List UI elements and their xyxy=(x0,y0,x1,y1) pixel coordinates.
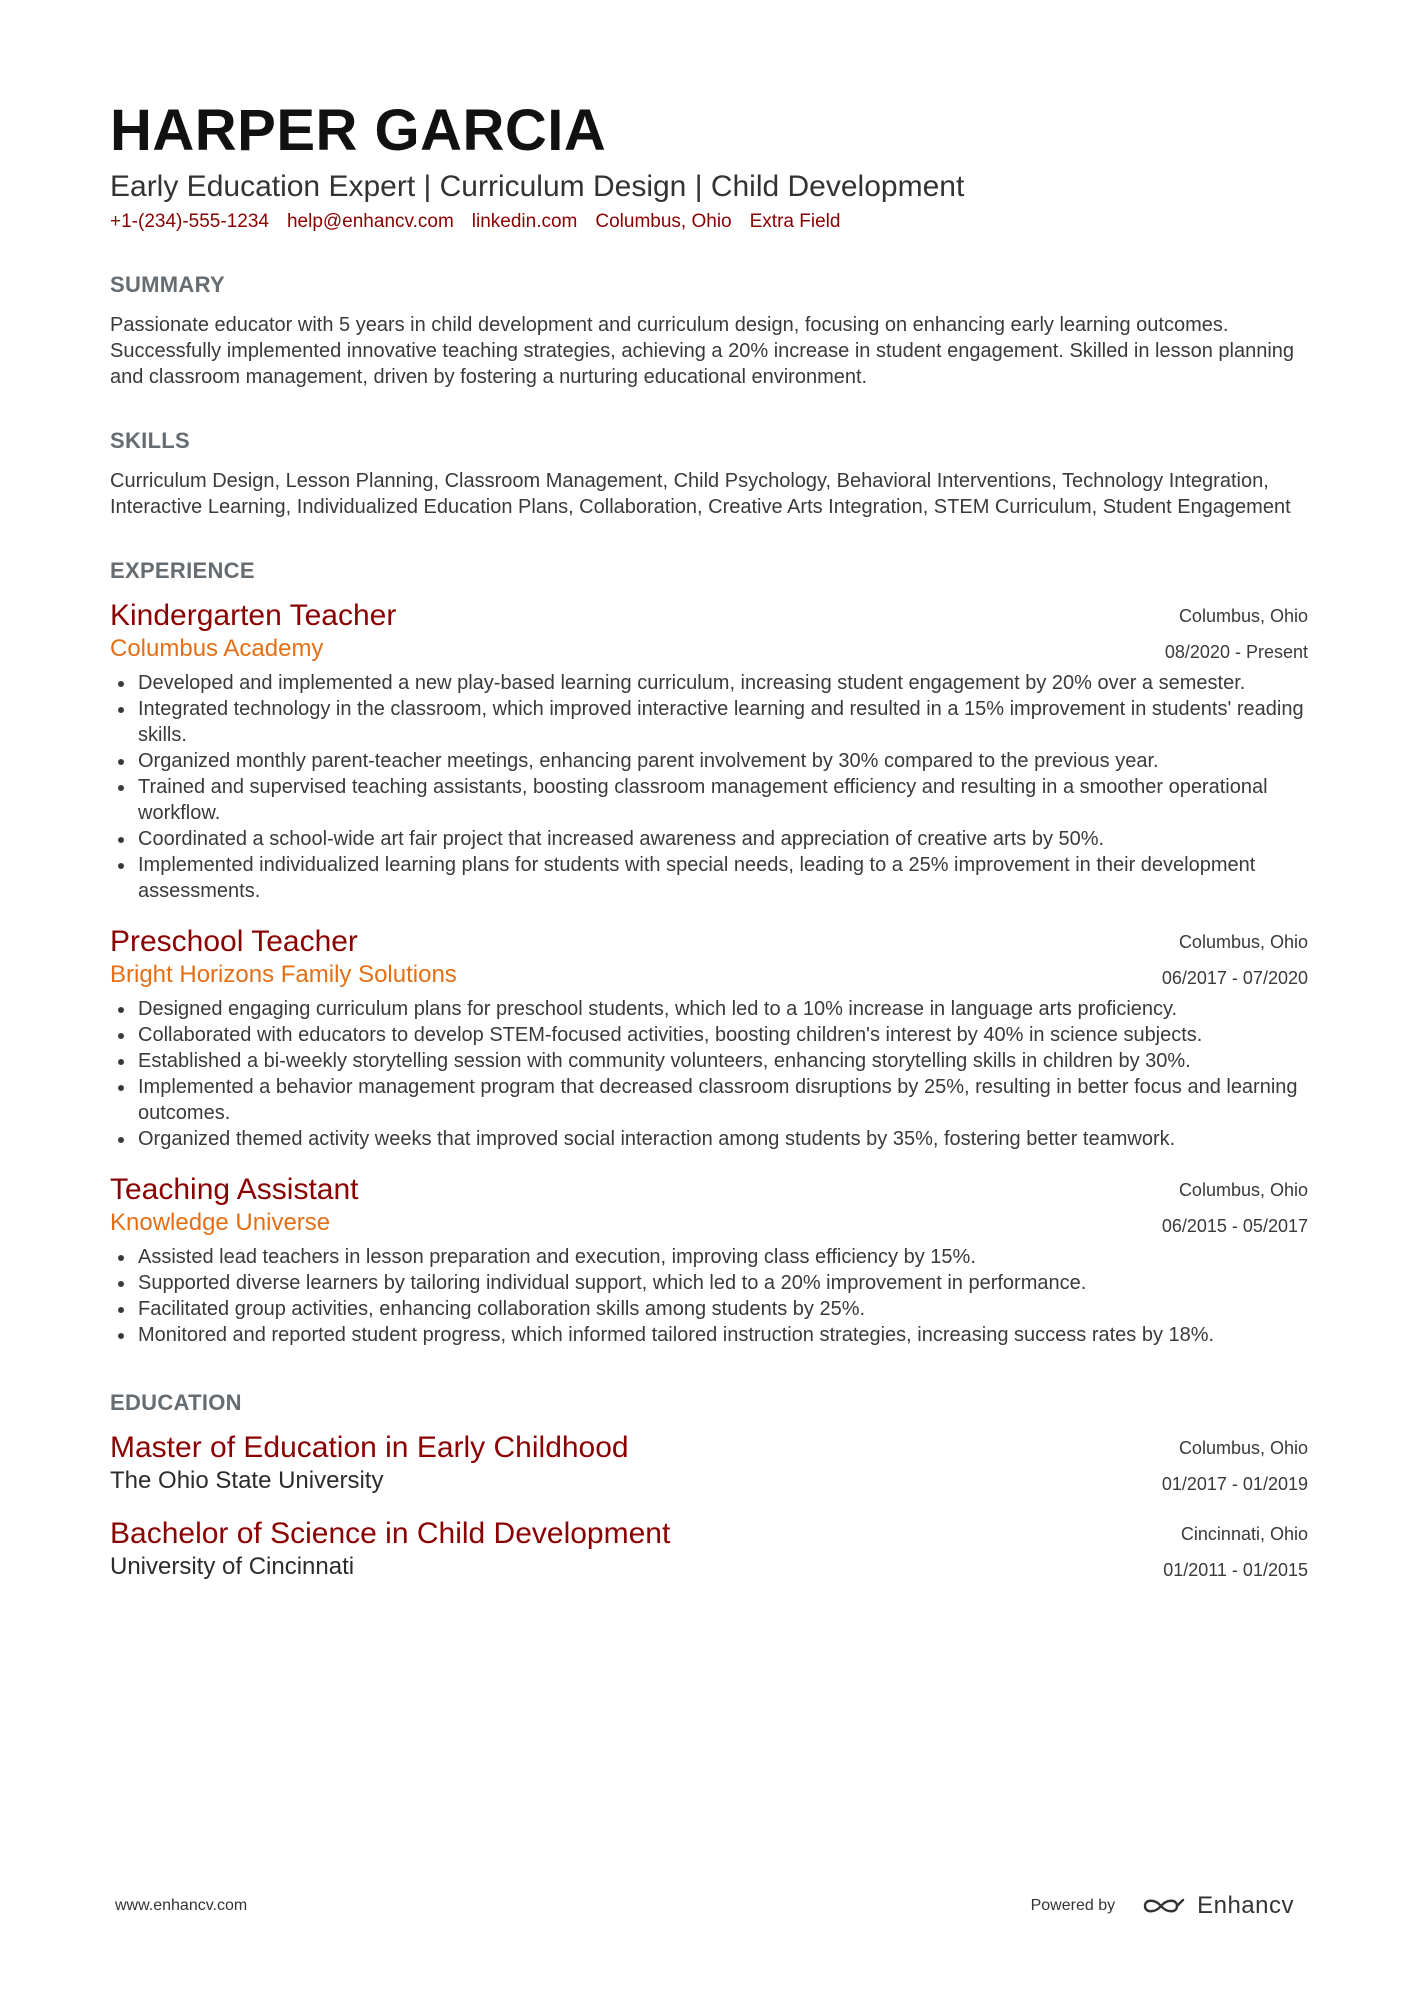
job-title: Teaching Assistant xyxy=(110,1173,359,1206)
job-title: Preschool Teacher xyxy=(110,925,358,958)
education-entry xyxy=(110,1430,1308,1496)
company-name: Knowledge Universe xyxy=(110,1209,331,1236)
skills-title: SKILLS xyxy=(110,428,191,453)
experience-title: EXPERIENCE xyxy=(110,558,255,583)
school-name: The Ohio State University xyxy=(110,1467,384,1494)
job-title: Kindergarten Teacher xyxy=(110,599,397,632)
summary-title: SUMMARY xyxy=(110,272,225,297)
bullet-item: Organized themed activity weeks that improved social interaction among students by 35%, fostering better teamwork. xyxy=(138,1126,1308,1152)
contact-location: Columbus, Ohio xyxy=(595,211,732,232)
experience-entry xyxy=(110,924,1308,1152)
experience-entry xyxy=(110,598,1308,904)
contact-row xyxy=(110,208,1308,236)
contact-linkedin[interactable]: linkedin.com xyxy=(471,211,578,232)
brand-logo[interactable] xyxy=(1141,1892,1294,1920)
job-location: Columbus, Ohio xyxy=(1178,1180,1308,1200)
bullet-item: Organized monthly parent-teacher meetings, enhancing parent involvement by 30% compared to the previous year. xyxy=(138,748,1308,774)
job-location: Columbus, Ohio xyxy=(1178,606,1308,626)
contact-email[interactable]: help@enhancv.com xyxy=(286,211,454,232)
job-bullets xyxy=(110,1244,1308,1348)
bullet-item: Established a bi-weekly storytelling session with community volunteers, enhancing storytelling skills in children by 30%. xyxy=(138,1048,1308,1074)
education-list xyxy=(110,1430,1308,1582)
bullet-item: Trained and supervised teaching assistants, boosting classroom management efficiency and resulting in a smoother operational workflow. xyxy=(138,774,1308,826)
bullet-item: Implemented a behavior management program that decreased classroom disruptions by 25%, resulting in better focus and learning outcomes. xyxy=(138,1074,1308,1126)
brand-name: Enhancv xyxy=(1197,1892,1294,1919)
bullet-item: Developed and implemented a new play-based learning curriculum, increasing student engagement by 20% over a semester. xyxy=(138,670,1308,696)
education-dates: 01/2011 - 01/2015 xyxy=(1163,1560,1308,1580)
company-name: Columbus Academy xyxy=(110,635,324,662)
job-dates: 06/2015 - 05/2017 xyxy=(1161,1216,1308,1236)
powered-by xyxy=(1031,1892,1294,1920)
education-location: Cincinnati, Ohio xyxy=(1180,1524,1308,1544)
footer xyxy=(115,1886,1294,1926)
degree-title: Master of Education in Early Childhood xyxy=(110,1431,629,1464)
enhancv-logo-icon xyxy=(1141,1894,1187,1918)
job-bullets xyxy=(110,670,1308,904)
bullet-item: Supported diverse learners by tailoring individual support, which led to a 20% improvement in performance. xyxy=(138,1270,1308,1296)
education-meta xyxy=(1162,1430,1308,1502)
education-entry xyxy=(110,1516,1308,1582)
bullet-item: Assisted lead teachers in lesson preparation and execution, improving class efficiency by 15%. xyxy=(138,1244,1308,1270)
education-meta xyxy=(1163,1516,1308,1588)
bullet-item: Implemented individualized learning plans for students with special needs, leading to a 25% improvement in their development assessments. xyxy=(138,852,1308,904)
experience-list xyxy=(110,598,1308,1348)
education-location: Columbus, Ohio xyxy=(1178,1438,1308,1458)
summary-text: Passionate educator with 5 years in child development and curriculum design, focusing on enhancing early learning outcomes. Successfully implemented innovative teaching strategies, achieving a 20% increase in student engagement. Skilled in lesson planning and classroom management, driven by fostering a nurturing educational environment. xyxy=(110,314,1295,388)
contact-extra-field: Extra Field xyxy=(749,211,841,232)
bullet-item: Facilitated group activities, enhancing collaboration skills among students by 25%. xyxy=(138,1296,1308,1322)
bullet-item: Integrated technology in the classroom, which improved interactive learning and resulted in a 15% improvement in students' reading skills. xyxy=(138,696,1308,748)
job-bullets xyxy=(110,996,1308,1152)
skills-text: Curriculum Design, Lesson Planning, Classroom Management, Child Psychology, Behavioral Interventions, Technology Integration, Interactive Learning, Individualized Education Plans, Collaboration, Creative Arts Integration, STEM Curriculum, Student Engagement xyxy=(110,470,1291,518)
school-name: University of Cincinnati xyxy=(110,1553,355,1580)
job-meta xyxy=(1162,924,1308,996)
contact-phone[interactable]: +1-(234)-555-1234 xyxy=(110,211,269,232)
job-meta xyxy=(1165,598,1308,670)
education-title: EDUCATION xyxy=(110,1390,242,1415)
experience-entry xyxy=(110,1172,1308,1348)
company-name: Bright Horizons Family Solutions xyxy=(110,961,457,988)
job-dates: 08/2020 - Present xyxy=(1164,642,1308,662)
bullet-item: Monitored and reported student progress, which informed tailored instruction strategies, increasing success rates by 18%. xyxy=(138,1322,1308,1348)
degree-title: Bachelor of Science in Child Development xyxy=(110,1517,671,1550)
footer-website-link[interactable]: www.enhancv.com xyxy=(115,1897,248,1914)
job-dates: 06/2017 - 07/2020 xyxy=(1161,968,1308,988)
headline: Early Education Expert | Curriculum Design | Child Development xyxy=(110,170,965,203)
bullet-item: Coordinated a school-wide art fair project that increased awareness and appreciation of creative arts by 50%. xyxy=(138,826,1308,852)
resume-page xyxy=(110,96,1308,1582)
bullet-item: Collaborated with educators to develop STEM-focused activities, boosting children's interest by 40% in science subjects. xyxy=(138,1022,1308,1048)
candidate-name: HARPER GARCIA xyxy=(110,98,607,163)
job-meta xyxy=(1162,1172,1308,1244)
bullet-item: Designed engaging curriculum plans for preschool students, which led to a 10% increase in language arts proficiency. xyxy=(138,996,1308,1022)
education-dates: 01/2017 - 01/2019 xyxy=(1161,1474,1308,1494)
job-location: Columbus, Ohio xyxy=(1178,932,1308,952)
powered-by-label: Powered by xyxy=(1030,1897,1116,1914)
